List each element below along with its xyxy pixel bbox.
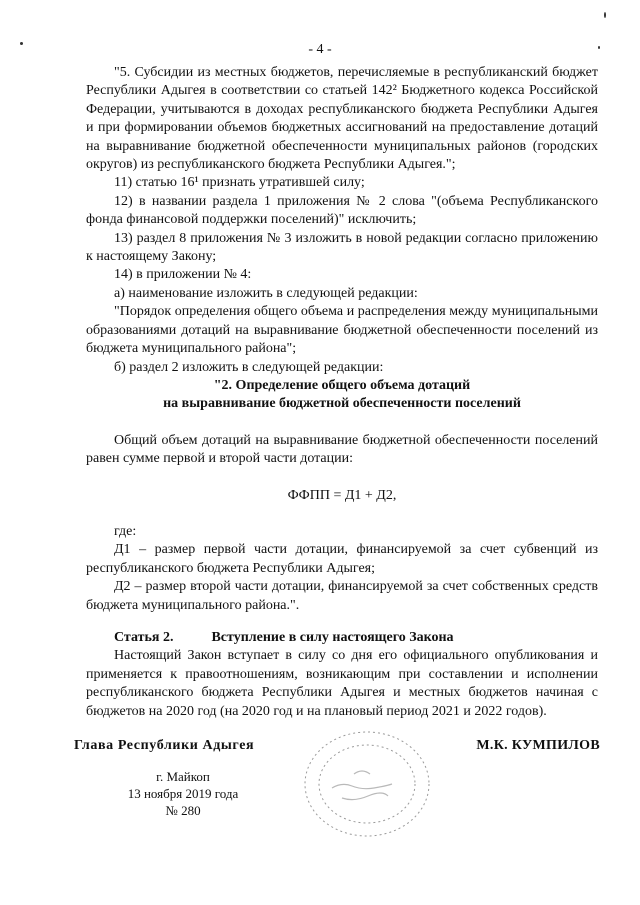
place-and-date [108,768,258,819]
scan-speck [598,46,600,49]
paragraph-item-12: 12) в названии раздела 1 приложения № 2 слова "(объема Республиканского фонда финансовой поддержки поселений)" исключить; [86,193,598,228]
definition-d2: Д2 – размер второй части дотации, финансируемой за счет собственных средств бюджета муниципального района.". [86,579,598,613]
article-heading [86,629,598,647]
signature-position: Глава Республики Адыгея [74,738,255,753]
where-label: где: [114,523,137,539]
place-date: 13 ноября 2019 года [127,786,239,801]
scan-speck [604,12,606,18]
formula: ФФПП = Д1 + Д2, [287,487,397,503]
paragraph-item-b: б) раздел 2 изложить в следующей редакции: [114,359,384,375]
law-number: № 280 [165,803,201,818]
page-number: - 4 - [308,42,332,57]
document-body [86,64,598,721]
paragraph-item-a: а) наименование изложить в следующей редакции: [114,285,418,301]
paragraph-new-name: "Порядок определения общего объема и распределения между муниципальными образованиями дотаций на выравнивание бюджетной обеспеченности поселений из бюджета муниципального района"; [86,304,598,357]
official-stamp-icon [292,722,442,842]
place-city: г. Майкоп [156,769,210,784]
article-number: Статья 2. [114,629,174,645]
paragraph-item-13: 13) раздел 8 приложения № 3 изложить в новой редакции согласно приложению к настоящему Закону; [86,230,598,265]
signature-name: М.К. КУМПИЛОВ [476,738,600,753]
paragraph-item-14: 14) в приложении № 4: [114,267,252,283]
article-title: Вступление в силу настоящего Закона [211,629,454,645]
section-heading-line2: на выравнивание бюджетной обеспеченности поселений [163,396,521,412]
definition-d1: Д1 – размер первой части дотации, финансируемой за счет субвенций из республиканского бюджета Республики Адыгея; [86,542,598,576]
section-heading-line1: "2. Определение общего объема дотаций [213,377,471,393]
paragraph-subsidies: "5. Субсидии из местных бюджетов, перечисляемые в республиканский бюджет Республики Адыгея в соответствии со статьей 142² Бюджетного кодекса Российской Федерации, учитываются в доходах республиканского бюджета Республики Адыгея и при формировании объемов бюджетных ассигнований на предоставление дотаций на выравнивание бюджетной обеспеченности муниципальных районов (городских округов) из республиканского бюджета Республики Адыгея."; [86,65,598,173]
article-text: Настоящий Закон вступает в силу со дня его официального опубликования и применяется к правоотношениям, возникающим при составлении и исполнении республиканского бюджета Республики Адыгея и местных бюджетов начиная с бюджетов на 2020 год (на 2020 год и на плановый период 2021 и 2022 годов). [86,648,598,719]
paragraph-item-11: 11) статью 16¹ признать утратившей силу; [114,175,365,191]
scan-speck [20,42,23,45]
section-text: Общий объем дотаций на выравнивание бюджетной обеспеченности поселений равен сумме первой и второй части дотации: [86,432,598,467]
